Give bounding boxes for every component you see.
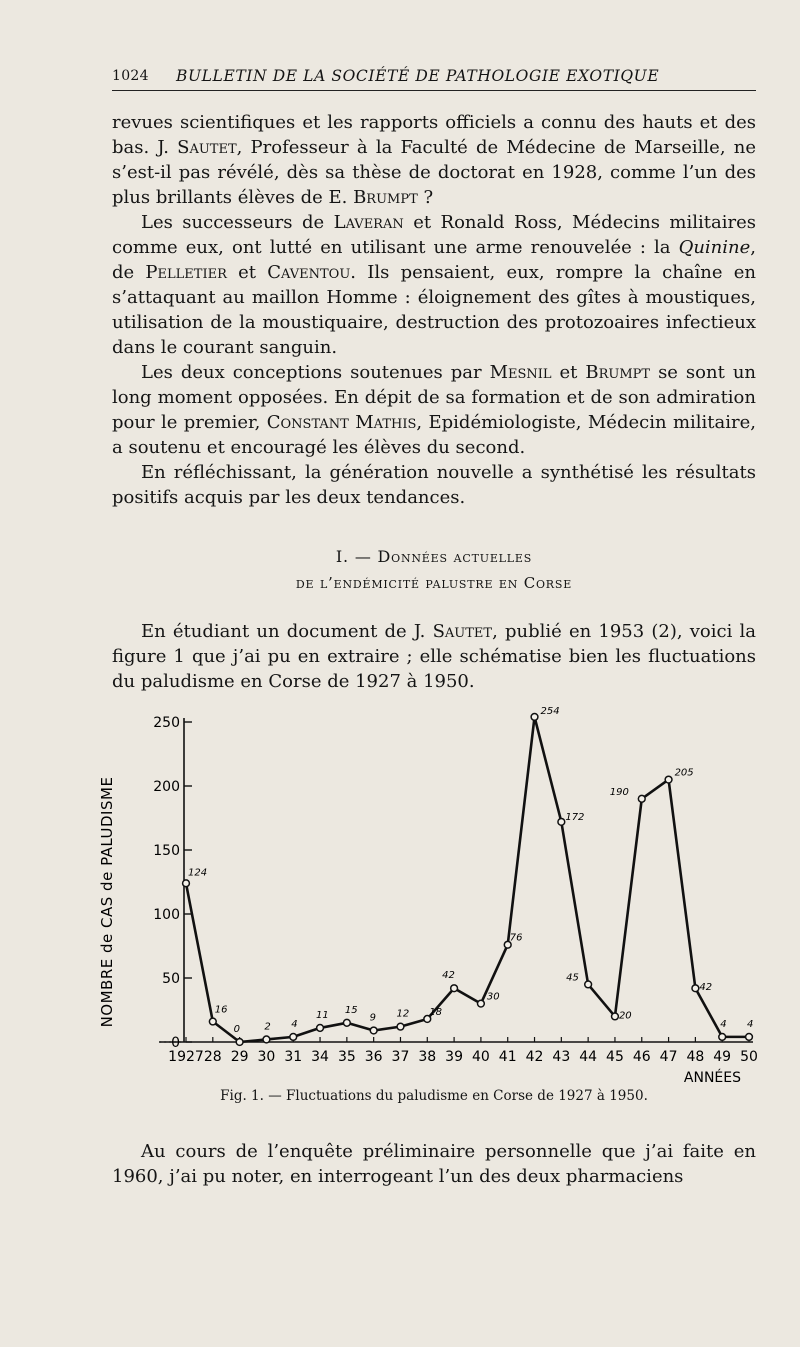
section-title-line-2: de l’endémicité palustre en Corse	[295, 574, 573, 592]
x-axis-title: ANNÉES	[683, 1070, 741, 1086]
data-label: 4	[291, 1018, 298, 1030]
data-point	[236, 1039, 243, 1046]
x-tick-label: 42	[525, 1049, 544, 1065]
body-text	[112, 110, 756, 510]
running-header	[112, 66, 756, 91]
series-line-segment	[508, 717, 535, 945]
data-point	[209, 1018, 216, 1025]
y-tick-label: 0	[171, 1035, 180, 1051]
series-line-segment	[535, 717, 562, 822]
paragraph-2: Les successeurs de Laveran et Ronald Ross, Médecins militaires comme eux, ont lutté en utilisant une arme renouvelée : la Quinine, de Pelletier et Caventou. Ils pensaient, eux, rompre la chaîne en s’attaquant au maillon Homme : éloignement des gîtes à moustiques, utilisation de la moustiquaire, destruction des protozoaires infectieux dans le courant sanguin.	[112, 212, 756, 358]
data-label: 172	[565, 811, 585, 823]
series-line-segment	[561, 822, 588, 985]
data-point	[665, 776, 672, 783]
data-label: 11	[316, 1009, 329, 1021]
x-tick-label: 28	[203, 1049, 222, 1065]
data-label: 45	[566, 972, 579, 984]
data-point	[451, 985, 458, 992]
x-tick-label: 41	[498, 1049, 517, 1065]
y-axis-title: NOMBRE de CAS de PALUDISME	[98, 776, 116, 1028]
x-tick-label: 49	[713, 1049, 732, 1065]
data-point	[290, 1033, 297, 1040]
x-tick-label: 34	[311, 1049, 329, 1065]
x-tick-label: 47	[659, 1049, 678, 1065]
paragraph-4: En réfléchissant, la génération nouvelle a synthétisé les résultats positifs acquis par les deux tendances.	[112, 462, 756, 508]
data-point	[183, 880, 190, 887]
data-label: 4	[747, 1018, 754, 1030]
x-tick-label: 36	[364, 1049, 383, 1065]
data-label: 20	[618, 1010, 632, 1022]
data-label: 15	[344, 1004, 358, 1016]
x-tick-label: 48	[686, 1049, 705, 1065]
data-point	[531, 713, 538, 720]
data-label: 205	[674, 767, 694, 779]
series-line-segment	[454, 988, 481, 1003]
series-line-segment	[588, 984, 615, 1016]
page-number: 1024	[112, 68, 149, 84]
data-point	[317, 1025, 324, 1032]
x-tick-label: 35	[337, 1049, 356, 1065]
x-tick-label: 39	[445, 1049, 464, 1065]
data-label: 42	[442, 970, 455, 982]
x-tick-label: 45	[606, 1049, 624, 1065]
y-tick-label: 200	[153, 779, 180, 795]
x-tick-label: 30	[257, 1049, 276, 1065]
data-label: 18	[429, 1006, 443, 1018]
data-point	[746, 1033, 753, 1040]
data-point	[638, 795, 645, 802]
data-point	[397, 1023, 404, 1030]
x-tick-label: 46	[632, 1049, 651, 1065]
data-point	[478, 1000, 485, 1007]
x-tick-label: 29	[230, 1049, 249, 1065]
data-label: 254	[540, 705, 560, 717]
journal-title: BULLETIN DE LA SOCIÉTÉ DE PATHOLOGIE EXOTIQUE	[176, 67, 660, 85]
x-tick-label: 40	[471, 1049, 490, 1065]
section-title	[112, 543, 756, 597]
section-title-line-1: I. — Données actuelles	[335, 547, 533, 566]
x-tick-label: 44	[579, 1049, 598, 1065]
data-point	[612, 1013, 619, 1020]
y-tick-label: 250	[153, 715, 180, 731]
series-line-segment	[400, 1019, 427, 1027]
y-tick-label: 150	[153, 843, 180, 859]
x-tick-label: 50	[740, 1049, 758, 1065]
line-chart	[100, 706, 780, 1086]
series-line-segment	[347, 1023, 374, 1031]
data-label: 4	[720, 1018, 727, 1030]
data-label: 42	[699, 982, 713, 994]
data-point	[370, 1027, 377, 1034]
figure-caption: Fig. 1. — Fluctuations du paludisme en Corse de 1927 à 1950.	[220, 1088, 648, 1104]
x-tick-label: 43	[552, 1049, 571, 1065]
data-label: 0	[233, 1024, 240, 1035]
data-point	[585, 981, 592, 988]
data-label: 2	[264, 1021, 271, 1033]
figure	[100, 706, 780, 1086]
series-line-segment	[186, 883, 213, 1021]
paragraph-3: Les deux conceptions soutenues par Mesnil et Brumpt se sont un long moment opposées. En dépit de sa formation et de son admiration pour le premier, Constant Mathis, Epidémiologiste, Médecin militaire, a soutenu et encouragé les élèves du second.	[112, 362, 756, 458]
paragraph-1: revues scientifiques et les rapports officiels a connu des hauts et des bas. J. Sautet, Professeur à la Faculté de Médecine de Marseille, ne s’est-il pas révélé, dès sa thèse de doctorat en 1928, comme l’un des plus brillants élèves de E. Brumpt ?	[112, 112, 756, 208]
series-line-segment	[669, 780, 696, 989]
data-point	[719, 1033, 726, 1040]
y-tick-label: 50	[162, 971, 180, 987]
y-tick-label: 100	[153, 907, 180, 923]
data-label: 12	[396, 1008, 410, 1020]
data-point	[263, 1036, 270, 1043]
data-label: 30	[486, 991, 500, 1003]
data-point	[692, 985, 699, 992]
data-label: 16	[214, 1004, 228, 1016]
x-tick-label: 37	[391, 1049, 410, 1065]
data-label: 9	[369, 1012, 377, 1024]
paragraph-bottom: Au cours de l’enquête préliminaire personnelle que j’ai faite en 1960, j’ai pu noter, en interrogeant l’un des deux pharmaciens	[112, 1141, 756, 1187]
x-tick-label: 1927	[168, 1049, 204, 1065]
x-tick-label: 38	[418, 1049, 437, 1065]
data-label: 76	[509, 932, 523, 944]
x-tick-label: 31	[284, 1049, 303, 1065]
paragraph-figure-intro: En étudiant un document de J. Sautet, publié en 1953 (2), voici la figure 1 que j’ai pu en extraire ; elle schématise bien les fluctuations du paludisme en Corse de 1927 à 1950.	[112, 621, 756, 692]
series-line-segment	[695, 988, 722, 1037]
data-point	[558, 818, 565, 825]
data-point	[343, 1019, 350, 1026]
series-line-segment	[615, 799, 642, 1017]
series-line-segment	[642, 780, 669, 799]
data-label: 190	[609, 786, 629, 798]
data-label: 124	[188, 867, 208, 879]
